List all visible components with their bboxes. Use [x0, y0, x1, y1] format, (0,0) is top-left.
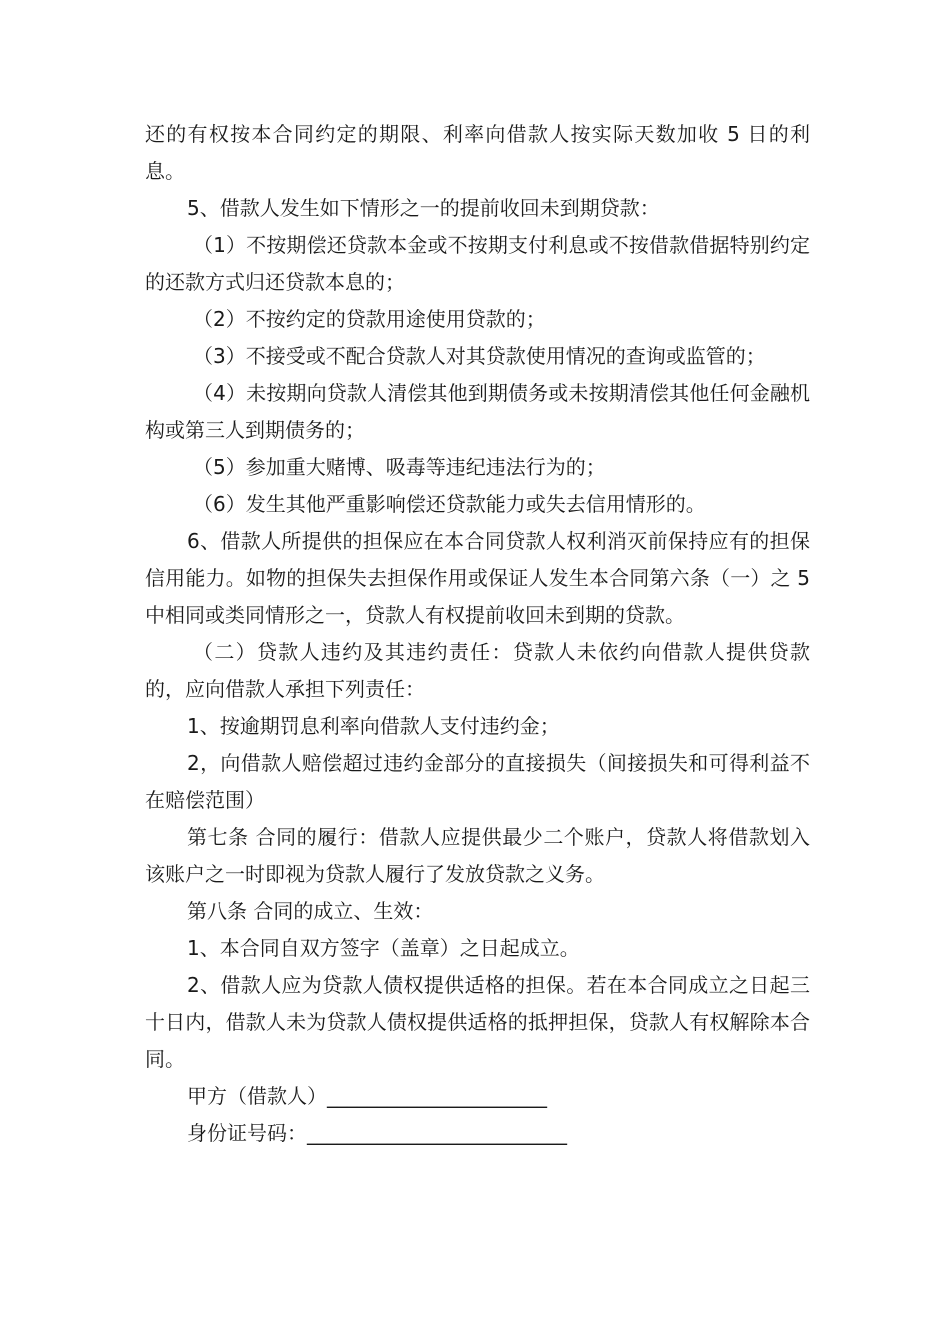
clause-5-heading: 5、借款人发生如下情形之一的提前收回未到期贷款： [187, 196, 660, 220]
lender-duty-1: 1、按逾期罚息利率向借款人支付违约金； [187, 714, 560, 738]
clause-5-item-4: （4）未按期向贷款人清偿其他到期债务或未按期清偿其他任何金融机构或第三人到期债务的； [145, 381, 810, 442]
lender-duty-2: 2，向借款人赔偿超过违约金部分的直接损失（间接损失和可得利益不在赔偿范围） [145, 751, 810, 812]
clause-6: 6、借款人所提供的担保应在本合同贷款人权利消灭前保持应有的担保信用能力。如物的担保失去担保作用或保证人发生本合同第六条（一）之 5 中相同或类同情形之一，贷款人有权提前收回未到期的贷款。 [145, 529, 817, 627]
clause-5-item-3: （3）不接受或不配合贷款人对其贷款使用情况的查询或监管的； [193, 344, 766, 368]
paragraph-continuation: 还的有权按本合同约定的期限、利率向借款人按实际天数加收 5 日的利息。 [145, 122, 810, 183]
article-7: 第七条 合同的履行：借款人应提供最少二个账户，贷款人将借款划入该账户之一时即视为贷款人履行了发放贷款之义务。 [145, 825, 810, 886]
clause-5-item-6: （6）发生其他严重影响偿还贷款能力或失去信用情形的。 [193, 492, 706, 516]
id-number-line: 身份证号码：__________________________ [187, 1121, 567, 1145]
article-8-item-1: 1、本合同自双方签字（盖章）之日起成立。 [187, 936, 580, 960]
clause-5-item-2: （2）不按约定的贷款用途使用贷款的； [193, 307, 546, 331]
document-body [145, 116, 817, 1152]
clause-5-item-1: （1）不按期偿还贷款本金或不按期支付利息或不按借款借据特别约定的还款方式归还贷款本息的； [145, 233, 810, 294]
section-lender-default: （二）贷款人违约及其违约责任：贷款人未依约向借款人提供贷款的，应向借款人承担下列责任： [145, 640, 810, 701]
clause-5-item-5: （5）参加重大赌博、吸毒等违纪违法行为的； [193, 455, 606, 479]
article-8-heading: 第八条 合同的成立、生效： [187, 899, 434, 923]
article-8-item-2: 2、借款人应为贷款人债权提供适格的担保。若在本合同成立之日起三十日内，借款人未为贷款人债权提供适格的抵押担保，贷款人有权解除本合同。 [145, 973, 810, 1071]
party-a-signature-line: 甲方（借款人）______________________ [187, 1084, 547, 1108]
